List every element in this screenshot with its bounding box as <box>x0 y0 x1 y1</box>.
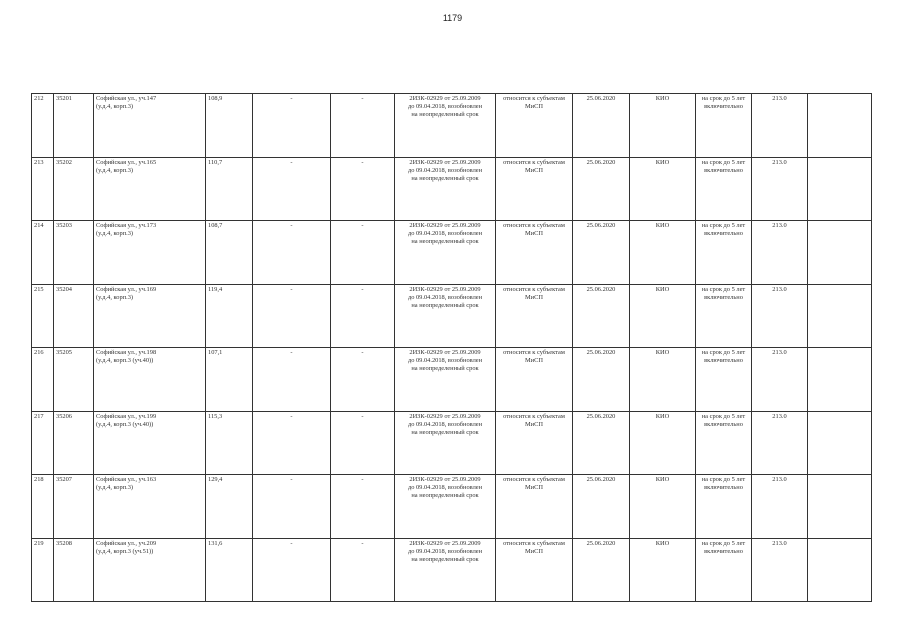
document-line: 2ИЗК-02929 от 25.09.2009 <box>409 412 481 420</box>
document-line: на неопределенный срок <box>411 365 479 372</box>
registry-number-cell <box>54 221 94 285</box>
area-value: 119,4 <box>208 285 223 293</box>
document-line: на неопределенный срок <box>411 238 479 245</box>
column-5-cell <box>253 94 331 158</box>
column-6-cell <box>331 284 395 348</box>
basis-line: относится к субъектам <box>503 349 565 356</box>
column-6-value: - <box>361 158 364 166</box>
code-value: 213.0 <box>772 158 787 166</box>
registry-table <box>31 93 872 602</box>
document-cell <box>395 157 496 221</box>
date-cell <box>573 348 630 412</box>
registry-number: 35205 <box>56 349 72 356</box>
row-number-cell <box>32 348 54 412</box>
basis-cell <box>496 348 573 412</box>
document-line: до 09.04.2018, возобновлен <box>407 166 483 174</box>
address-line: (у.д.4, корп.3) <box>96 166 134 174</box>
address-line: Софийская ул., уч.199 <box>96 412 157 420</box>
term-line: на срок до 5 лет <box>701 539 746 547</box>
document-line: на неопределенный срок <box>411 492 479 499</box>
column-5-value: - <box>290 539 293 547</box>
organization-value: КИО <box>655 158 670 166</box>
area-cell <box>206 475 253 539</box>
code-value: 213.0 <box>772 412 787 420</box>
column-6-cell <box>331 221 395 285</box>
document-cell <box>395 221 496 285</box>
registry-number: 35204 <box>56 285 72 293</box>
column-6-value: - <box>361 222 364 229</box>
area-value: 108,9 <box>208 95 223 102</box>
term-cell <box>696 284 752 348</box>
term-cell <box>696 411 752 475</box>
area-value: 108,7 <box>208 222 223 229</box>
document-line: на неопределенный срок <box>411 555 479 563</box>
organization-value: КИО <box>655 222 670 229</box>
organization-value: КИО <box>655 285 670 293</box>
document-line: до 09.04.2018, возобновлен <box>407 420 483 428</box>
term-cell <box>696 348 752 412</box>
empty-cell <box>808 475 872 539</box>
column-5-cell <box>253 284 331 348</box>
basis-line: МиСП <box>525 420 543 428</box>
document-line: на неопределенный срок <box>411 111 479 118</box>
code-cell <box>752 284 808 348</box>
organization-cell <box>630 411 696 475</box>
organization-cell <box>630 475 696 539</box>
document-line: 2ИЗК-02929 от 25.09.2009 <box>409 95 481 102</box>
row-number: 213 <box>34 158 44 166</box>
organization-cell <box>630 538 696 602</box>
basis-cell <box>496 411 573 475</box>
code-cell <box>752 411 808 475</box>
address-cell <box>94 538 206 602</box>
term-cell <box>696 221 752 285</box>
organization-cell <box>630 157 696 221</box>
row-number-cell <box>32 475 54 539</box>
area-cell <box>206 348 253 412</box>
term-line: на срок до 5 лет <box>701 412 746 420</box>
address-line: (у.д.4, корп.3 (уч.51)) <box>96 547 154 555</box>
table-body <box>32 94 872 602</box>
address-cell <box>94 475 206 539</box>
address-line: Софийская ул., уч.209 <box>96 539 157 547</box>
date-cell <box>573 157 630 221</box>
term-line: включительно <box>704 357 743 364</box>
term-cell <box>696 94 752 158</box>
row-number: 215 <box>34 285 44 293</box>
term-line: на срок до 5 лет <box>701 349 746 356</box>
organization-value: КИО <box>655 412 670 420</box>
column-5-value: - <box>290 95 293 102</box>
basis-cell <box>496 284 573 348</box>
column-6-value: - <box>361 349 364 356</box>
basis-cell <box>496 475 573 539</box>
code-cell <box>752 157 808 221</box>
document-cell <box>395 538 496 602</box>
document-line: 2ИЗК-02929 от 25.09.2009 <box>409 222 481 229</box>
address-line: (у.д.4, корп.3) <box>96 103 134 110</box>
address-cell <box>94 284 206 348</box>
term-line: включительно <box>704 166 743 174</box>
registry-number-cell <box>54 538 94 602</box>
row-number-cell <box>32 94 54 158</box>
document-line: 2ИЗК-02929 от 25.09.2009 <box>409 158 481 166</box>
row-number: 219 <box>34 539 44 547</box>
empty-cell <box>808 348 872 412</box>
document-line: на неопределенный срок <box>411 301 479 309</box>
code-cell <box>752 538 808 602</box>
row-number-cell <box>32 411 54 475</box>
row-number: 214 <box>34 222 44 229</box>
page-number: 1179 <box>442 13 463 23</box>
table-row <box>32 94 872 158</box>
address-line: (у.д.4, корп.3) <box>96 230 134 237</box>
document-line: 2ИЗК-02929 от 25.09.2009 <box>409 539 481 547</box>
basis-line: относится к субъектам <box>503 476 565 483</box>
date-value: 25.06.2020 <box>586 539 616 547</box>
document-line: 2ИЗК-02929 от 25.09.2009 <box>409 349 481 356</box>
area-cell <box>206 221 253 285</box>
basis-line: МиСП <box>525 166 543 174</box>
organization-cell <box>630 221 696 285</box>
table-row <box>32 157 872 221</box>
address-line: Софийская ул., уч.173 <box>96 222 157 229</box>
area-value: 110,7 <box>208 158 223 166</box>
date-cell <box>573 94 630 158</box>
empty-cell <box>808 538 872 602</box>
date-cell <box>573 538 630 602</box>
date-value: 25.06.2020 <box>586 222 616 229</box>
term-line: включительно <box>704 103 743 110</box>
code-value: 213.0 <box>772 349 787 356</box>
area-cell <box>206 411 253 475</box>
area-value: 129,4 <box>208 476 223 483</box>
column-5-value: - <box>290 476 293 483</box>
organization-value: КИО <box>655 95 670 102</box>
address-line: (у.д.4, корп.3) <box>96 484 134 491</box>
document-cell <box>395 284 496 348</box>
row-number-cell <box>32 221 54 285</box>
area-cell <box>206 538 253 602</box>
address-line: (у.д.4, корп.3 (уч.40)) <box>96 357 154 364</box>
term-line: включительно <box>704 547 743 555</box>
term-cell <box>696 475 752 539</box>
registry-number-cell <box>54 284 94 348</box>
registry-number: 35206 <box>56 412 72 420</box>
date-cell <box>573 475 630 539</box>
basis-line: МиСП <box>525 357 543 364</box>
document-line: до 09.04.2018, возобновлен <box>407 547 483 555</box>
basis-line: относится к субъектам <box>503 158 565 166</box>
registry-number: 35202 <box>56 158 72 166</box>
column-6-cell <box>331 157 395 221</box>
document-line: до 09.04.2018, возобновлен <box>407 484 483 491</box>
row-number: 217 <box>34 412 44 420</box>
date-value: 25.06.2020 <box>586 158 616 166</box>
column-5-cell <box>253 538 331 602</box>
address-cell <box>94 348 206 412</box>
column-6-value: - <box>361 412 364 420</box>
column-6-cell <box>331 475 395 539</box>
code-value: 213.0 <box>772 222 787 229</box>
empty-cell <box>808 284 872 348</box>
area-value: 131,6 <box>208 539 223 547</box>
code-cell <box>752 475 808 539</box>
document-line: на неопределенный срок <box>411 174 479 182</box>
basis-cell <box>496 94 573 158</box>
organization-value: КИО <box>655 476 670 483</box>
address-cell <box>94 411 206 475</box>
basis-line: относится к субъектам <box>503 95 565 102</box>
row-number: 216 <box>34 349 44 356</box>
column-5-cell <box>253 221 331 285</box>
document-line: до 09.04.2018, возобновлен <box>407 357 483 364</box>
organization-cell <box>630 94 696 158</box>
table-row <box>32 284 872 348</box>
column-6-cell <box>331 348 395 412</box>
registry-number-cell <box>54 94 94 158</box>
column-5-value: - <box>290 412 293 420</box>
document-line: до 09.04.2018, возобновлен <box>407 103 483 110</box>
empty-cell <box>808 221 872 285</box>
code-cell <box>752 348 808 412</box>
term-cell <box>696 538 752 602</box>
address-line: Софийская ул., уч.163 <box>96 476 157 483</box>
column-6-value: - <box>361 285 364 293</box>
column-6-cell <box>331 538 395 602</box>
document-cell <box>395 475 496 539</box>
organization-cell <box>630 284 696 348</box>
registry-number-cell <box>54 157 94 221</box>
date-cell <box>573 411 630 475</box>
document-cell <box>395 411 496 475</box>
basis-line: МиСП <box>525 230 543 237</box>
table-row <box>32 538 872 602</box>
basis-line: МиСП <box>525 103 543 110</box>
term-line: на срок до 5 лет <box>701 95 746 102</box>
term-line: на срок до 5 лет <box>701 285 746 293</box>
code-cell <box>752 94 808 158</box>
date-value: 25.06.2020 <box>586 476 616 483</box>
address-line: Софийская ул., уч.147 <box>96 95 157 102</box>
column-5-cell <box>253 411 331 475</box>
term-cell <box>696 157 752 221</box>
code-cell <box>752 221 808 285</box>
empty-cell <box>808 94 872 158</box>
empty-cell <box>808 411 872 475</box>
organization-cell <box>630 348 696 412</box>
table-row <box>32 348 872 412</box>
row-number: 212 <box>34 95 44 102</box>
address-line: Софийская ул., уч.165 <box>96 158 157 166</box>
area-cell <box>206 157 253 221</box>
code-value: 213.0 <box>772 539 787 547</box>
table-row <box>32 221 872 285</box>
registry-number: 35207 <box>56 476 72 483</box>
basis-cell <box>496 538 573 602</box>
basis-line: МиСП <box>525 547 543 555</box>
row-number-cell <box>32 157 54 221</box>
date-value: 25.06.2020 <box>586 285 616 293</box>
column-5-cell <box>253 157 331 221</box>
term-line: включительно <box>704 230 743 237</box>
date-cell <box>573 221 630 285</box>
column-5-value: - <box>290 158 293 166</box>
column-5-cell <box>253 348 331 412</box>
basis-line: МиСП <box>525 484 543 491</box>
term-line: включительно <box>704 293 743 301</box>
address-cell <box>94 221 206 285</box>
column-6-value: - <box>361 476 364 483</box>
column-6-value: - <box>361 539 364 547</box>
date-value: 25.06.2020 <box>586 412 616 420</box>
basis-line: МиСП <box>525 293 543 301</box>
column-5-value: - <box>290 349 293 356</box>
address-cell <box>94 157 206 221</box>
registry-number: 35203 <box>56 222 72 229</box>
basis-line: относится к субъектам <box>503 222 565 229</box>
registry-number: 35201 <box>56 95 72 102</box>
empty-cell <box>808 157 872 221</box>
document-line: до 09.04.2018, возобновлен <box>407 230 483 237</box>
term-line: на срок до 5 лет <box>701 222 746 229</box>
term-line: на срок до 5 лет <box>701 476 746 483</box>
basis-line: относится к субъектам <box>503 285 565 293</box>
registry-number: 35208 <box>56 539 72 547</box>
basis-cell <box>496 157 573 221</box>
date-cell <box>573 284 630 348</box>
organization-value: КИО <box>655 539 670 547</box>
organization-value: КИО <box>655 349 670 356</box>
column-5-value: - <box>290 285 293 293</box>
document-line: на неопределенный срок <box>411 428 479 436</box>
area-value: 107,1 <box>208 349 223 356</box>
registry-number-cell <box>54 411 94 475</box>
document-cell <box>395 94 496 158</box>
column-5-value: - <box>290 222 293 229</box>
document-cell <box>395 348 496 412</box>
code-value: 213.0 <box>772 285 787 293</box>
address-line: (у.д.4, корп.3 (уч.40)) <box>96 420 154 428</box>
column-6-value: - <box>361 95 364 102</box>
row-number: 218 <box>34 476 44 483</box>
document-line: 2ИЗК-02929 от 25.09.2009 <box>409 476 481 483</box>
area-cell <box>206 284 253 348</box>
address-line: (у.д.4, корп.3) <box>96 293 134 301</box>
address-line: Софийская ул., уч.198 <box>96 349 157 356</box>
address-cell <box>94 94 206 158</box>
document-line: до 09.04.2018, возобновлен <box>407 293 483 301</box>
row-number-cell <box>32 538 54 602</box>
code-value: 213.0 <box>772 476 787 483</box>
area-value: 115,3 <box>208 412 223 420</box>
table-row <box>32 475 872 539</box>
date-value: 25.06.2020 <box>586 349 616 356</box>
area-cell <box>206 94 253 158</box>
column-6-cell <box>331 94 395 158</box>
basis-line: относится к субъектам <box>503 539 565 547</box>
term-line: включительно <box>704 484 743 491</box>
table-row <box>32 411 872 475</box>
term-line: включительно <box>704 420 743 428</box>
document-line: 2ИЗК-02929 от 25.09.2009 <box>409 285 481 293</box>
registry-number-cell <box>54 348 94 412</box>
column-6-cell <box>331 411 395 475</box>
code-value: 213.0 <box>772 95 787 102</box>
row-number-cell <box>32 284 54 348</box>
column-5-cell <box>253 475 331 539</box>
date-value: 25.06.2020 <box>586 95 616 102</box>
address-line: Софийская ул., уч.169 <box>96 285 157 293</box>
basis-cell <box>496 221 573 285</box>
registry-number-cell <box>54 475 94 539</box>
basis-line: относится к субъектам <box>503 412 565 420</box>
term-line: на срок до 5 лет <box>701 158 746 166</box>
